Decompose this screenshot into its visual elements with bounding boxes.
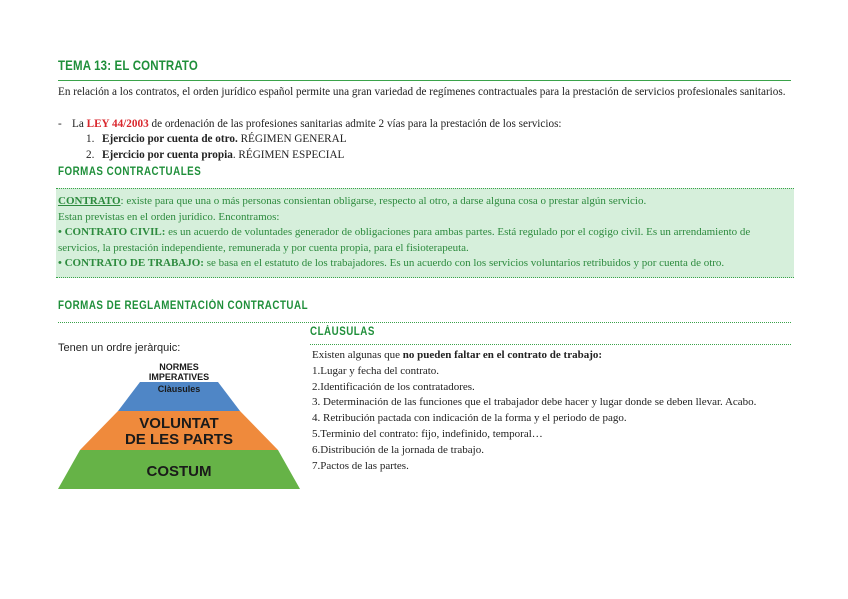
pyramid-middle-label-2: DE LES PARTS [124,431,234,448]
pyramid-top-label-2: IMPERATIVES [148,372,210,382]
list-item [58,256,790,272]
section-heading-clausulas: CLÁUSULAS [310,326,375,338]
clausulas-intro-pre: Existen algunas que [312,349,400,361]
ordre-label: Tenen un ordre jeràrquic: [58,342,181,354]
pyramid-top-label-1: NORMES [159,362,199,372]
list-item: 2.Identificación de los contratadores. [312,380,475,393]
title-divider [58,80,791,81]
list-item: 3. Determinación de las funciones que el trabajador debe hacer y lugar donde se deben llevar. Acabo. [312,396,757,409]
clausulas-intro [312,348,791,364]
trabajo-term: CONTRATO DE TRABAJO: [64,257,204,270]
contrato-def: : existe para que una o más personas consientan obligarse, respecto al otro, a darse alguna cosa o prestar algún servicio. [120,195,647,207]
civil-term: CONTRATO CIVIL: [64,226,166,239]
hierarchy-pyramid [56,358,302,492]
page-title: TEMA 13: EL CONTRATO [58,57,198,73]
vias-list [86,132,347,163]
dash-bullet: - [58,118,62,130]
bullet: • [58,226,62,239]
list-item: 1.Lugar y fecha del contrato. [312,364,440,377]
via-bold: Ejercicio por cuenta propia [102,148,233,161]
dotted-divider [58,322,791,323]
clausulas-intro-bold: no pueden faltar en el contrato de trabajo: [402,349,603,361]
contrato-term: CONTRATO [58,195,121,207]
via-bold: Ejercicio por cuenta de otro. [102,133,238,145]
dotted-divider [310,344,791,345]
pyramid-top-label-3: Clàusules [157,384,201,394]
pyramid-bottom-label: COSTUM [146,463,212,480]
ley-line [58,117,791,133]
intro-paragraph: En relación a los contratos, el orden jurídico español permite una gran variedad de regímenes contractuales para la prestación de servicios profesionales sanitarios. [58,86,786,98]
pyramid-middle-label-1: VOLUNTAT [139,415,219,432]
list-item: 6.Distribución de la jornada de trabajo. [312,443,484,456]
previstas-line: Estan previstas en el orden jurídico. Encontramos: [58,210,280,223]
list-number: 1. [86,133,95,145]
via-rest: RÉGIMEN GENERAL [240,133,347,145]
list-item: 5.Terminio del contrato: fijo, indefinido, temporal… [312,427,543,440]
list-item: 7.Pactos de las partes. [312,459,409,472]
section-heading-formas: FORMAS CONTRACTUALES [58,166,202,178]
list-item: 4. Retribución pactada con indicación de la forma y el periodo de pago. [312,412,627,425]
trabajo-def: se basa en el estatuto de los trabajadores. Es un acuerdo con los servicios voluntarios retribuidos y por cuenta de otro. [206,257,725,270]
list-item [86,132,347,148]
via-rest: . RÉGIMEN ESPECIAL [232,148,345,161]
contrato-definition [58,194,790,210]
civil-def: es un acuerdo de voluntades generador de obligaciones para ambas partes. Está regulado por el cogigo civil. Es un arrendamiento de servicios, la prestación independiente, remunerada y por cuenta propia, para el fisioterapeuta. [58,226,751,254]
list-number: 2. [86,148,95,161]
formas-content [58,194,790,272]
ley-prefix: La [72,118,84,130]
ley-suffix: de ordenación de las profesiones sanitarias admite 2 vías para la prestación de los servicios: [151,118,562,130]
section-heading-reglamentacion: FORMAS DE REGLAMENTACIÓN CONTRACTUAL [58,300,309,312]
list-item [86,148,347,164]
ley-reference: LEY 44/2003 [86,118,149,130]
formas-callout-box [56,188,794,278]
bullet: • [58,257,62,270]
list-item [58,225,790,256]
clausulas-list [312,348,791,474]
